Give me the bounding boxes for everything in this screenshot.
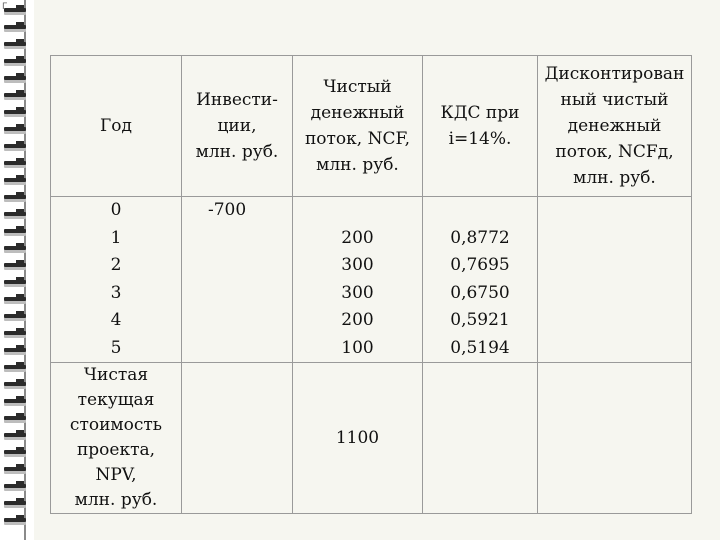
binding-ring-icon bbox=[4, 25, 26, 29]
binding-ring-icon bbox=[4, 297, 26, 301]
binding-ring-icon bbox=[4, 467, 26, 471]
binding-ring-icon bbox=[4, 280, 26, 284]
binding-ring-icon bbox=[4, 195, 26, 199]
header-investment-line: ции, bbox=[217, 116, 257, 136]
npv-label-line: текущая bbox=[77, 390, 155, 410]
header-investment bbox=[182, 56, 293, 197]
npv-label-line: Чистая bbox=[83, 365, 149, 385]
ncf-cell: 200 bbox=[341, 310, 374, 330]
spiral-binding bbox=[0, 0, 34, 540]
header-ncf-line: денежный bbox=[310, 103, 405, 123]
binding-ring-icon bbox=[4, 42, 26, 46]
binding-ring-icon bbox=[4, 229, 26, 233]
header-kds-line: КДС при bbox=[440, 103, 520, 123]
header-discounted-flow bbox=[538, 56, 692, 197]
binding-ring-icon bbox=[4, 501, 26, 505]
binding-ring-icon bbox=[4, 127, 26, 131]
binding-ring-icon bbox=[4, 348, 26, 352]
binding-ring-icon bbox=[4, 59, 26, 63]
header-year-text: Год bbox=[100, 116, 132, 136]
year-cell: 5 bbox=[110, 337, 122, 358]
discounted-flow-column bbox=[538, 197, 692, 363]
header-discount-factor bbox=[423, 56, 538, 197]
binding-ring-icon bbox=[4, 246, 26, 250]
npv-dncf-cell bbox=[538, 363, 692, 514]
kds-cell: 0,7695 bbox=[450, 255, 510, 275]
binding-ring-icon bbox=[4, 450, 26, 454]
npv-kds-cell bbox=[423, 363, 538, 514]
year-cell: 3 bbox=[110, 282, 122, 303]
year-cell: 1 bbox=[110, 227, 122, 248]
discount-factor-column bbox=[423, 197, 538, 363]
npv-label-line: стоимость bbox=[69, 415, 163, 435]
binding-ring-icon bbox=[4, 110, 26, 114]
header-dncf-line: Дисконтирован bbox=[544, 64, 685, 84]
kds-cell: 0,6750 bbox=[450, 282, 510, 303]
npv-table bbox=[50, 55, 692, 514]
investment-cell: -700 bbox=[208, 200, 247, 220]
kds-cell: 0,8772 bbox=[450, 227, 510, 248]
binding-ring-icon bbox=[4, 399, 26, 403]
header-net-cash-flow bbox=[293, 56, 423, 197]
header-kds-line: i=14%. bbox=[448, 129, 512, 149]
binding-line bbox=[24, 0, 26, 540]
npv-label bbox=[51, 363, 182, 514]
ncf-cell: 100 bbox=[341, 337, 374, 358]
corner-mark: Г bbox=[2, 2, 8, 12]
binding-ring-icon bbox=[4, 484, 26, 488]
kds-cell: 0,5921 bbox=[450, 310, 510, 330]
npv-label-line: проекта, bbox=[76, 440, 156, 460]
binding-ring-icon bbox=[4, 161, 26, 165]
ncf-cell: 300 bbox=[341, 282, 374, 303]
npv-row bbox=[51, 363, 692, 514]
header-dncf-line: поток, NCFд, bbox=[555, 142, 674, 162]
header-dncf-line: ный чистый bbox=[560, 90, 669, 110]
header-year bbox=[51, 56, 182, 197]
header-investment-line: Инвести- bbox=[196, 90, 278, 110]
ncf-cell: 200 bbox=[341, 227, 374, 248]
year-column bbox=[51, 197, 182, 363]
header-dncf-line: млн. руб. bbox=[573, 168, 656, 188]
binding-ring-icon bbox=[4, 144, 26, 148]
binding-ring-icon bbox=[4, 433, 26, 437]
year-cell: 4 bbox=[110, 310, 122, 330]
binding-ring-icon bbox=[4, 93, 26, 97]
header-ncf-line: поток, NCF, bbox=[304, 129, 411, 149]
header-ncf-line: млн. руб. bbox=[316, 155, 399, 175]
binding-ring-icon bbox=[4, 314, 26, 318]
kds-cell: 0,5194 bbox=[450, 337, 510, 358]
header-investment-line: млн. руб. bbox=[195, 142, 279, 162]
npv-label-line: млн. руб. bbox=[74, 490, 158, 510]
binding-ring-icon bbox=[4, 416, 26, 420]
year-cell: 0 bbox=[110, 200, 122, 220]
header-ncf-line: Чистый bbox=[323, 77, 392, 97]
binding-ring-icon bbox=[4, 518, 26, 522]
binding-ring-icon bbox=[4, 382, 26, 386]
header-dncf-line: денежный bbox=[567, 116, 662, 136]
binding-ring-icon bbox=[4, 365, 26, 369]
binding-ring-icon bbox=[4, 331, 26, 335]
binding-ring-icon bbox=[4, 263, 26, 267]
binding-ring-icon bbox=[4, 178, 26, 182]
npv-ncf-total: 1100 bbox=[293, 363, 423, 514]
npv-investment-cell bbox=[182, 363, 293, 514]
ncf-cell: 300 bbox=[341, 255, 374, 275]
header-row bbox=[51, 56, 692, 197]
values-row bbox=[51, 197, 692, 363]
investment-column bbox=[182, 197, 293, 363]
binding-ring-icon bbox=[4, 212, 26, 216]
ncf-cell bbox=[293, 197, 422, 225]
kds-cell bbox=[423, 197, 537, 225]
npv-label-line: NPV, bbox=[95, 465, 137, 485]
binding-ring-icon bbox=[4, 76, 26, 80]
net-cash-flow-column bbox=[293, 197, 423, 363]
year-cell: 2 bbox=[110, 255, 122, 275]
